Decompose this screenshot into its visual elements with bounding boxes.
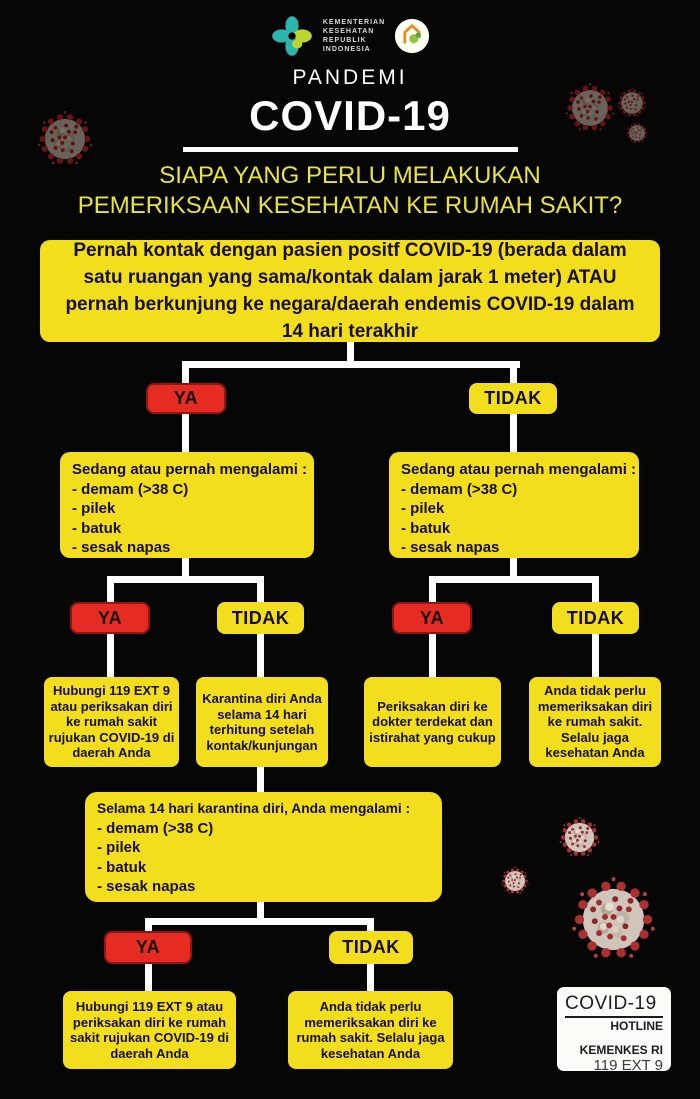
final-call-119-box bbox=[63, 991, 236, 1069]
outcome-text: Karantina diri Anda selama 14 hari terhitung setelah kontak/kunjungan bbox=[202, 691, 322, 753]
connector-line bbox=[107, 576, 264, 583]
outcome-call-119-box bbox=[44, 677, 179, 767]
header-logos bbox=[0, 10, 700, 62]
hotline-label: HOTLINE bbox=[610, 1019, 663, 1033]
virus-icon bbox=[559, 817, 600, 858]
virus-icon bbox=[571, 877, 656, 962]
ministry-name: KEMENTERIAN KESEHATAN REPUBLIK INDONESIA bbox=[322, 19, 386, 53]
symptom-item: - sesak napas bbox=[401, 539, 500, 556]
symptom-item: - pilek bbox=[72, 500, 116, 517]
symptom-item: - demam (>38 C) bbox=[401, 480, 518, 498]
decision-ya-symptoms-nocontact: YA bbox=[392, 602, 472, 634]
connector-line bbox=[429, 633, 436, 679]
virus-icon bbox=[501, 867, 529, 895]
decision-tidak-contact: TIDAK bbox=[469, 383, 557, 414]
symptom-item: - demam (>38 C) bbox=[72, 480, 189, 498]
hotline-title: COVID-19 bbox=[565, 993, 663, 1018]
connector-line bbox=[510, 413, 517, 455]
hotline-number: 119 EXT 9 bbox=[593, 1057, 663, 1074]
outcome-no-check-box bbox=[529, 677, 661, 767]
outcome-text: Anda tidak perlu memeriksakan diri ke rumah sakit. Selalu jaga kesehatan Anda bbox=[296, 999, 445, 1061]
quarantine-condition-title: Selama 14 hari karantina diri, Anda mengalami : bbox=[97, 801, 411, 816]
connector-line bbox=[592, 633, 599, 679]
outcome-text: Hubungi 119 EXT 9 atau periksakan diri ke rumah sakit rujukan COVID-19 di daerah Anda bbox=[70, 999, 229, 1061]
decision-tidak-symptoms-nocontact: TIDAK bbox=[552, 602, 639, 634]
germas-logo-icon bbox=[394, 18, 430, 54]
decision-tidak-symptoms-contact: TIDAK bbox=[217, 602, 304, 634]
connector-line bbox=[145, 918, 374, 925]
outcome-text: Anda tidak perlu memeriksakan diri ke rumah sakit. Selalu jaga kesehatan Anda bbox=[537, 683, 653, 761]
symptoms-title: Sedang atau pernah mengalami : bbox=[401, 461, 637, 478]
outcome-text: Hubungi 119 EXT 9 atau periksakan diri ke rumah sakit rujukan COVID-19 di daerah Anda bbox=[48, 683, 175, 761]
connector-line bbox=[182, 361, 520, 368]
outcome-text: Periksakan diri ke dokter terdekat dan istirahat yang cukup bbox=[369, 698, 496, 745]
root-condition-box bbox=[40, 240, 660, 342]
root-condition-text: Pernah kontak dengan pasien positf COVID-19 (berada dalam satu ruangan yang sama/kontak dalam jarak 1 meter) ATAU pernah berkunjung ke negara/daerah endemis COVID-19 dalam 14 hari terakhir bbox=[65, 240, 635, 342]
symptoms-box-left bbox=[60, 452, 314, 558]
outcome-quarantine-box bbox=[196, 677, 328, 767]
pandemi-label: PANDEMI bbox=[292, 66, 408, 89]
connector-line bbox=[257, 633, 264, 679]
symptom-item: - pilek bbox=[97, 839, 141, 856]
final-no-check-box bbox=[288, 991, 453, 1069]
hotline-org: KEMENKES RI bbox=[579, 1043, 663, 1057]
symptoms-box-right bbox=[389, 452, 639, 558]
symptom-item: - batuk bbox=[97, 858, 147, 876]
symptom-item: - sesak napas bbox=[97, 878, 196, 895]
symptoms-title: Sedang atau pernah mengalami : bbox=[72, 461, 308, 478]
symptom-item: - sesak napas bbox=[72, 539, 171, 556]
poster-title: COVID-19 bbox=[249, 92, 451, 139]
decision-ya-symptoms-contact: YA bbox=[70, 602, 150, 634]
connector-line bbox=[107, 633, 114, 679]
title-underline bbox=[183, 147, 518, 152]
quarantine-condition-box bbox=[85, 792, 442, 902]
symptom-item: - batuk bbox=[401, 519, 451, 537]
connector-line bbox=[182, 413, 189, 455]
question-heading-line2: PEMERIKSAAN KESEHATAN KE RUMAH SAKIT? bbox=[77, 192, 623, 219]
hotline-card bbox=[557, 987, 671, 1074]
decision-tidak-quarantine: TIDAK bbox=[329, 931, 413, 964]
connector-line bbox=[429, 576, 599, 583]
kemenkes-logo-icon bbox=[270, 14, 314, 58]
outcome-doctor-box bbox=[364, 677, 501, 767]
symptom-item: - demam (>38 C) bbox=[97, 819, 214, 837]
decision-ya-contact: YA bbox=[146, 383, 226, 414]
decision-ya-quarantine: YA bbox=[104, 931, 192, 964]
symptom-item: - batuk bbox=[72, 519, 122, 537]
symptom-item: - pilek bbox=[401, 500, 445, 517]
question-heading-line1: SIAPA YANG PERLU MELAKUKAN bbox=[159, 162, 541, 189]
